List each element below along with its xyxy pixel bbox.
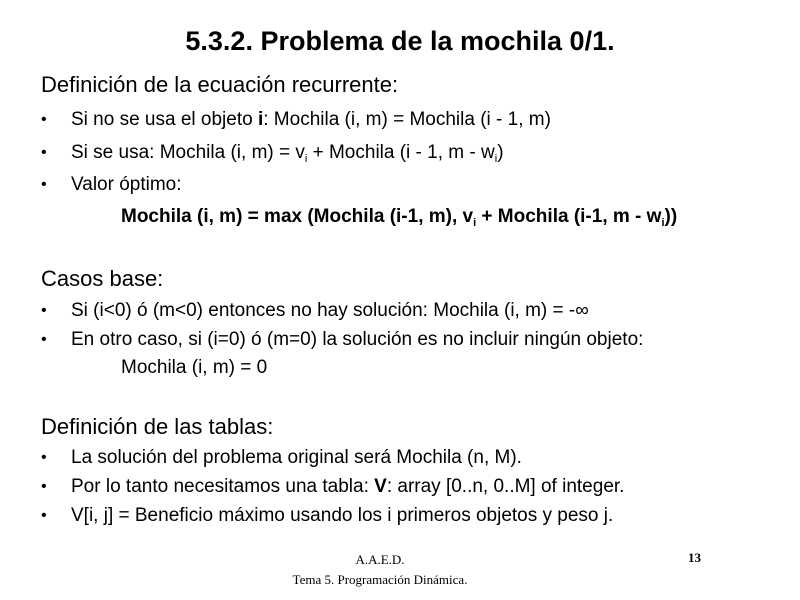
zero-case-formula: Mochila (i, m) = 0	[121, 357, 268, 378]
footer-topic: Tema 5. Programación Dinámica.	[292, 572, 468, 587]
bullet-optimal-value: Valor óptimo:	[71, 174, 182, 195]
bullet-mark: •	[41, 507, 47, 524]
bullet-zero-case: En otro caso, si (i=0) ó (m=0) la solución es no incluir ningún objeto:	[71, 329, 644, 350]
section-heading-tables: Definición de las tablas:	[41, 414, 274, 439]
bullet-mark: •	[41, 331, 47, 348]
bullet-mark: •	[41, 111, 47, 128]
section-heading-recurrence: Definición de la ecuación recurrente:	[41, 72, 399, 97]
slide-title: 5.3.2. Problema de la mochila 0/1.	[185, 26, 615, 56]
bullet-not-used: Si no se usa el objeto i: Mochila (i, m) = Mochila (i - 1, m)	[71, 109, 551, 130]
footer-course: A.A.E.D.	[355, 552, 405, 567]
bullet-negative-case: Si (i<0) ó (m<0) entonces no hay solución: Mochila (i, m) = -∞	[71, 300, 589, 321]
bullet-mark: •	[41, 302, 47, 319]
bullet-original-solution: La solución del problema original será Mochila (n, M).	[71, 447, 522, 468]
bullet-mark: •	[41, 478, 47, 495]
bullet-table-meaning: V[i, j] = Beneficio máximo usando los i primeros objetos y peso j.	[71, 505, 614, 526]
bullet-table-needed: Por lo tanto necesitamos una tabla: V: array [0..n, 0..M] of integer.	[71, 476, 625, 497]
bullet-mark: •	[41, 176, 47, 193]
section-heading-base-cases: Casos base:	[41, 266, 164, 291]
bullet-mark: •	[41, 144, 47, 161]
slide-footer	[250, 550, 510, 590]
optimal-formula: Mochila (i, m) = max (Mochila (i-1, m), $v_i$ + Mochila (i-1, m - $w_i$))	[121, 206, 678, 229]
bullet-used: Si se usa: Mochila (i, $m) = v_i$ + Mochila (i - 1, m - $w_i$)	[71, 142, 504, 165]
bullet-mark: •	[41, 449, 47, 466]
page-number: 13	[688, 550, 701, 565]
